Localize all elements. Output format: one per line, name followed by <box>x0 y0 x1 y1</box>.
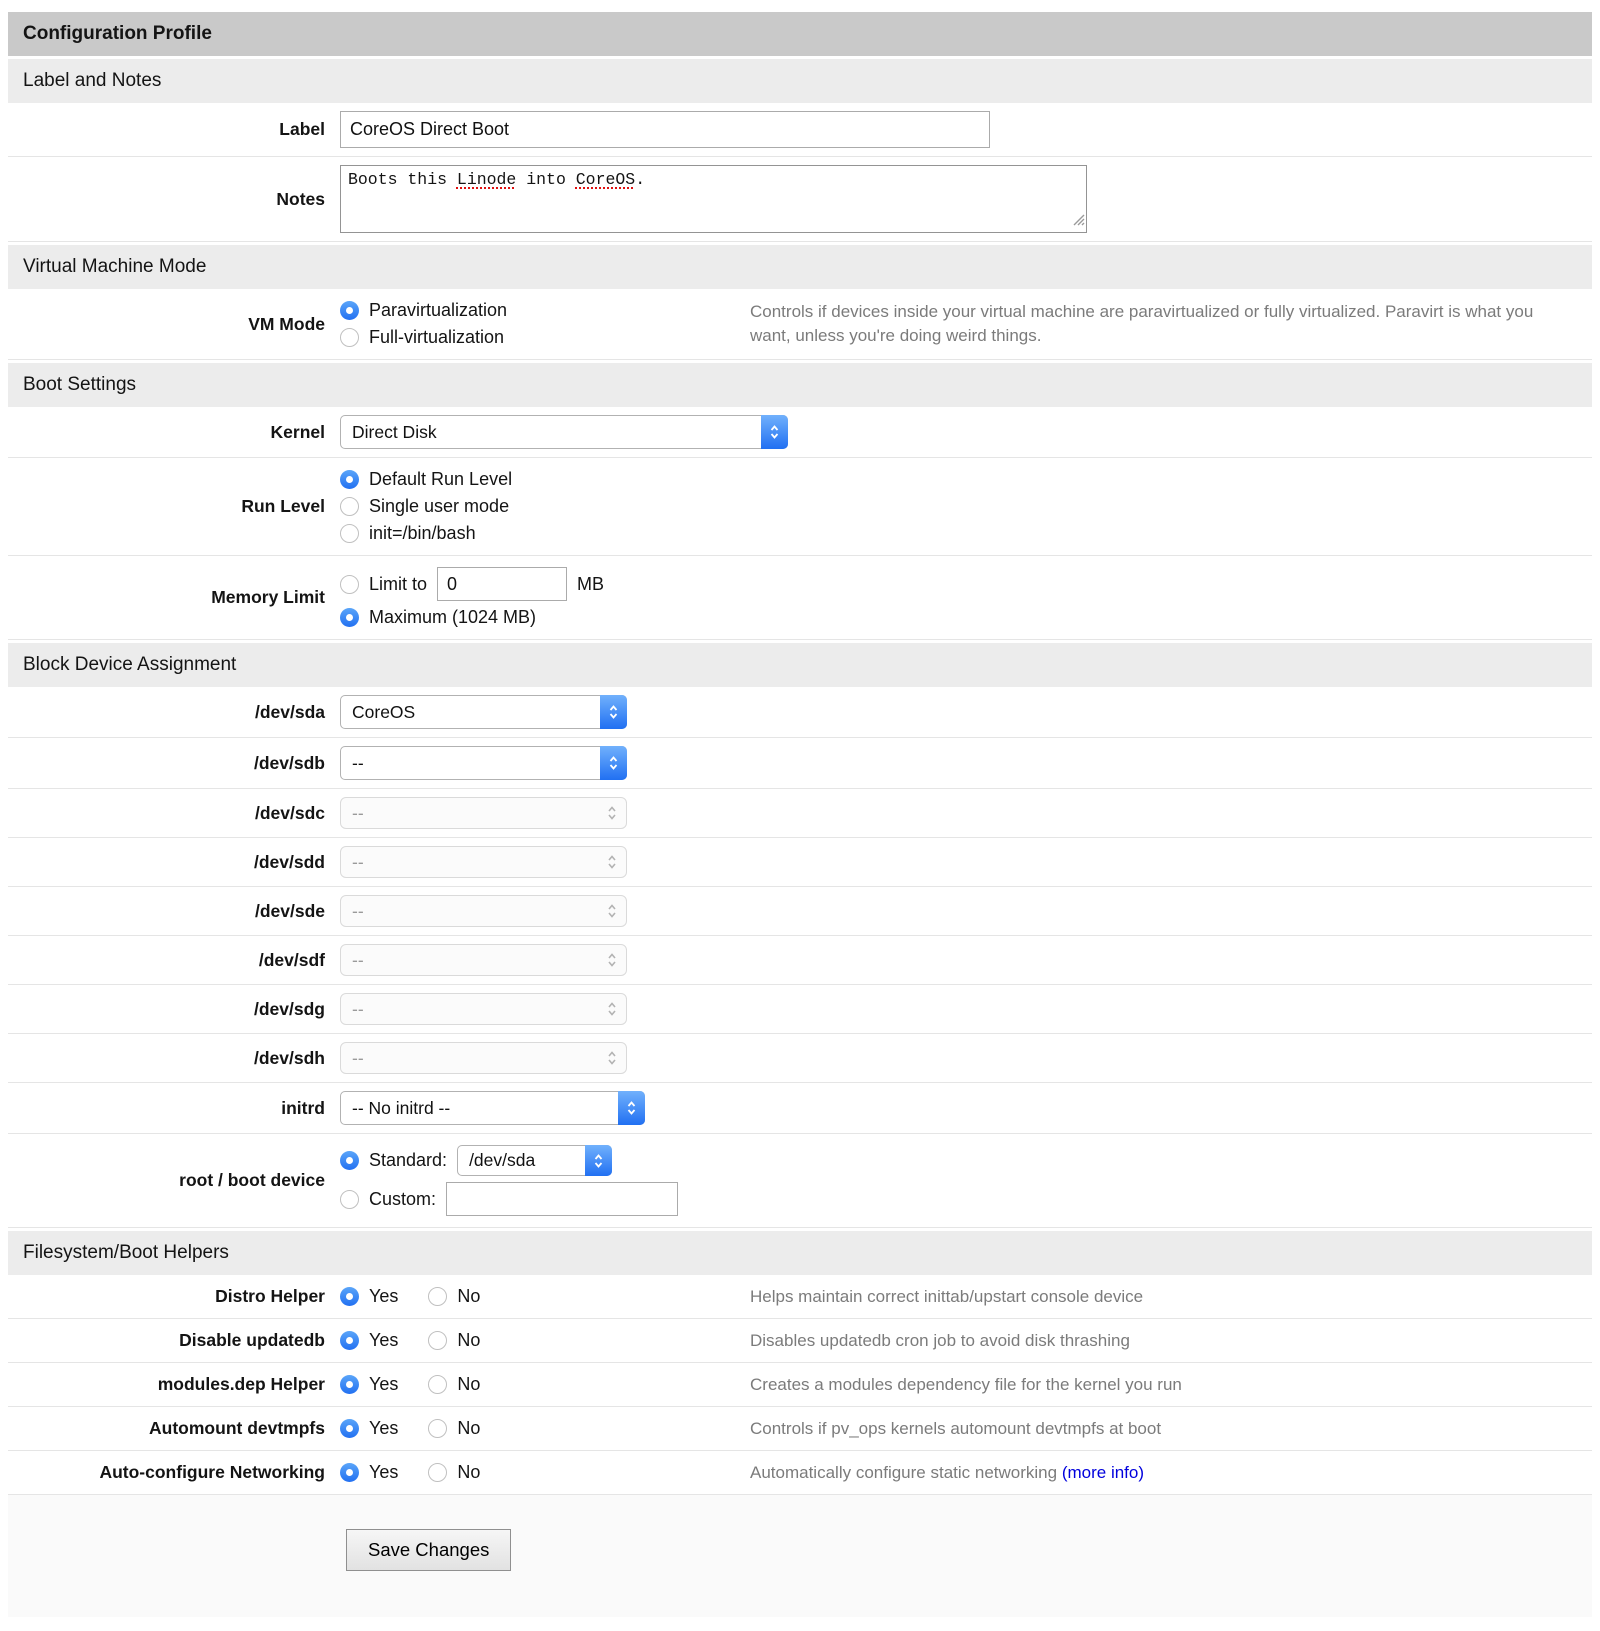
section-header-block-devices: Block Device Assignment <box>8 643 1592 687</box>
dev-sdd-select-value: -- <box>352 851 364 872</box>
custom-root-input[interactable] <box>446 1182 678 1216</box>
distro-helper-help: Helps maintain correct inittab/upstart console device <box>750 1286 1144 1306</box>
initrd-select[interactable] <box>340 1091 645 1125</box>
page-title: Configuration Profile <box>8 12 1592 56</box>
section-header-helpers: Filesystem/Boot Helpers <box>8 1231 1592 1275</box>
more-info-link[interactable]: (more info) <box>1061 1462 1145 1482</box>
distro-helper-row <box>8 1275 1592 1319</box>
dev-sdb-label: /dev/sdb <box>254 752 325 773</box>
kernel-select-value: Direct Disk <box>352 421 437 442</box>
auto-configure-networking-help: Automatically configure static networking (more info) <box>750 1462 1145 1482</box>
dev-sdh-select-value: -- <box>352 1047 364 1068</box>
select-arrows-icon <box>585 1145 612 1176</box>
chevron-updown-icon <box>606 994 618 1024</box>
notes-textarea[interactable] <box>340 165 1087 233</box>
radio-single-user-mode[interactable] <box>340 497 359 516</box>
initrd-label: initrd <box>281 1097 325 1118</box>
memory-limit-label: Memory Limit <box>211 587 325 607</box>
memory-limit-row <box>8 556 1592 640</box>
dev-sda-row <box>8 687 1592 738</box>
auto-configure-networking-label: Auto-configure Networking <box>99 1462 325 1482</box>
dev-sdc-row <box>8 789 1592 838</box>
chevron-updown-icon <box>606 847 618 877</box>
dev-sde-row <box>8 887 1592 936</box>
chevron-updown-icon <box>606 1043 618 1073</box>
memory-unit-label: MB <box>577 573 605 594</box>
standard-root-label: Standard: <box>369 1150 448 1170</box>
disable-updatedb-row <box>8 1319 1592 1363</box>
root-boot-device-row <box>8 1134 1592 1228</box>
run-level-row <box>8 458 1592 556</box>
notes-field-label: Notes <box>276 188 325 209</box>
dev-sdh-select <box>340 1042 627 1074</box>
radio-init-bin-bash-label: init=/bin/bash <box>369 523 476 543</box>
auto-configure-networking-row <box>8 1451 1592 1495</box>
chevron-updown-icon <box>606 798 618 828</box>
label-input[interactable] <box>340 111 990 148</box>
memory-limit-input[interactable] <box>437 567 567 601</box>
root-boot-device-label: root / boot device <box>179 1170 325 1190</box>
radio-maximum-memory[interactable] <box>340 608 359 627</box>
radio-auto-networking-no[interactable] <box>428 1463 447 1482</box>
dev-sdc-select <box>340 797 627 829</box>
notes-text: into <box>516 170 576 189</box>
no-label: No <box>457 1286 481 1306</box>
radio-automount-devtmpfs-yes[interactable] <box>340 1419 359 1438</box>
initrd-select-value: -- No initrd -- <box>352 1097 451 1118</box>
radio-distro-helper-no[interactable] <box>428 1287 447 1306</box>
resize-handle-icon[interactable] <box>1072 212 1085 231</box>
dev-sde-select-value: -- <box>352 900 364 921</box>
radio-full-virtualization-label: Full-virtualization <box>369 327 505 347</box>
modules-dep-helper-label: modules.dep Helper <box>157 1374 325 1394</box>
label-row <box>8 103 1592 157</box>
no-label: No <box>457 1374 481 1394</box>
radio-single-user-mode-label: Single user mode <box>369 496 510 516</box>
yes-label: Yes <box>369 1330 399 1350</box>
radio-init-bin-bash[interactable] <box>340 524 359 543</box>
modules-dep-helper-help: Creates a modules dependency file for the kernel you run <box>750 1374 1182 1394</box>
dev-sdf-select <box>340 944 627 976</box>
dev-sde-label: /dev/sde <box>254 900 325 921</box>
modules-dep-helper-row <box>8 1363 1592 1407</box>
dev-sdf-select-value: -- <box>352 949 364 970</box>
distro-helper-label: Distro Helper <box>215 1286 325 1306</box>
section-header-label-and-notes: Label and Notes <box>8 59 1592 103</box>
radio-standard-root[interactable] <box>340 1151 359 1170</box>
standard-root-select-value: /dev/sda <box>469 1150 536 1170</box>
misspelled-word: CoreOS <box>575 170 636 189</box>
dev-sde-select <box>340 895 627 927</box>
yes-label: Yes <box>369 1418 399 1438</box>
dev-sdc-select-value: -- <box>352 802 364 823</box>
maximum-memory-label: Maximum (1024 MB) <box>369 607 537 627</box>
limit-to-label: Limit to <box>369 573 428 594</box>
radio-modules-dep-no[interactable] <box>428 1375 447 1394</box>
section-header-vm-mode: Virtual Machine Mode <box>8 245 1592 289</box>
radio-auto-networking-yes[interactable] <box>340 1463 359 1482</box>
radio-custom-root[interactable] <box>340 1190 359 1209</box>
select-arrows-icon <box>761 415 788 449</box>
disable-updatedb-label: Disable updatedb <box>179 1330 325 1350</box>
dev-sdh-label: /dev/sdh <box>254 1047 325 1068</box>
notes-row <box>8 157 1592 242</box>
vm-mode-label: VM Mode <box>248 313 325 334</box>
disable-updatedb-help: Disables updatedb cron job to avoid disk thrashing <box>750 1330 1130 1350</box>
kernel-label: Kernel <box>270 421 325 442</box>
no-label: No <box>457 1462 481 1482</box>
yes-label: Yes <box>369 1374 399 1394</box>
kernel-row <box>8 407 1592 458</box>
yes-label: Yes <box>369 1462 399 1482</box>
notes-text: . <box>635 170 646 189</box>
misspelled-word: Linode <box>456 170 517 189</box>
no-label: No <box>457 1330 481 1350</box>
radio-paravirtualization[interactable] <box>340 301 359 320</box>
dev-sdg-select <box>340 993 627 1025</box>
radio-full-virtualization[interactable] <box>340 328 359 347</box>
radio-distro-helper-yes[interactable] <box>340 1287 359 1306</box>
label-field-label: Label <box>279 119 325 139</box>
dev-sdd-select <box>340 846 627 878</box>
section-header-boot-settings: Boot Settings <box>8 363 1592 407</box>
dev-sdf-label: /dev/sdf <box>258 949 325 970</box>
kernel-select[interactable] <box>340 415 788 449</box>
dev-sdd-label: /dev/sdd <box>254 851 325 872</box>
radio-disable-updatedb-yes[interactable] <box>340 1331 359 1350</box>
dev-sdh-row <box>8 1034 1592 1083</box>
radio-default-run-level-label: Default Run Level <box>369 469 513 489</box>
standard-root-select[interactable] <box>457 1145 612 1176</box>
no-label: No <box>457 1418 481 1438</box>
initrd-row <box>8 1083 1592 1134</box>
radio-automount-devtmpfs-no[interactable] <box>428 1419 447 1438</box>
chevron-updown-icon <box>606 945 618 975</box>
vm-mode-row <box>8 289 1592 360</box>
automount-devtmpfs-label: Automount devtmpfs <box>149 1418 325 1438</box>
dev-sda-label: /dev/sda <box>254 701 325 722</box>
radio-modules-dep-yes[interactable] <box>340 1375 359 1394</box>
notes-text: Boots this <box>348 170 457 189</box>
radio-limit-to[interactable] <box>340 575 359 594</box>
dev-sdg-label: /dev/sdg <box>254 998 325 1019</box>
radio-paravirtualization-label: Paravirtualization <box>369 300 508 320</box>
vm-mode-help: Controls if devices inside your virtual machine are paravirtualized or fully virtualized. Paravirt is what you want, unless you're doing weird things. <box>750 302 1534 345</box>
radio-disable-updatedb-no[interactable] <box>428 1331 447 1350</box>
select-arrows-icon <box>600 695 627 729</box>
automount-devtmpfs-row <box>8 1407 1592 1451</box>
dev-sda-select[interactable] <box>340 695 627 729</box>
select-arrows-icon <box>600 746 627 780</box>
dev-sda-select-value: CoreOS <box>352 701 416 722</box>
form-footer <box>8 1495 1592 1617</box>
dev-sdf-row <box>8 936 1592 985</box>
dev-sdg-select-value: -- <box>352 998 364 1019</box>
chevron-updown-icon <box>606 896 618 926</box>
dev-sdb-row <box>8 738 1592 789</box>
dev-sdb-select[interactable] <box>340 746 627 780</box>
dev-sdc-label: /dev/sdc <box>254 802 325 823</box>
yes-label: Yes <box>369 1286 399 1306</box>
automount-devtmpfs-help: Controls if pv_ops kernels automount devtmpfs at boot <box>750 1418 1162 1438</box>
dev-sdg-row <box>8 985 1592 1034</box>
run-level-label: Run Level <box>241 496 325 516</box>
radio-default-run-level[interactable] <box>340 470 359 489</box>
select-arrows-icon <box>618 1091 645 1125</box>
save-changes-button[interactable]: Save Changes <box>346 1529 511 1571</box>
dev-sdd-row <box>8 838 1592 887</box>
dev-sdb-select-value: -- <box>352 752 364 773</box>
custom-root-label: Custom: <box>369 1188 437 1209</box>
